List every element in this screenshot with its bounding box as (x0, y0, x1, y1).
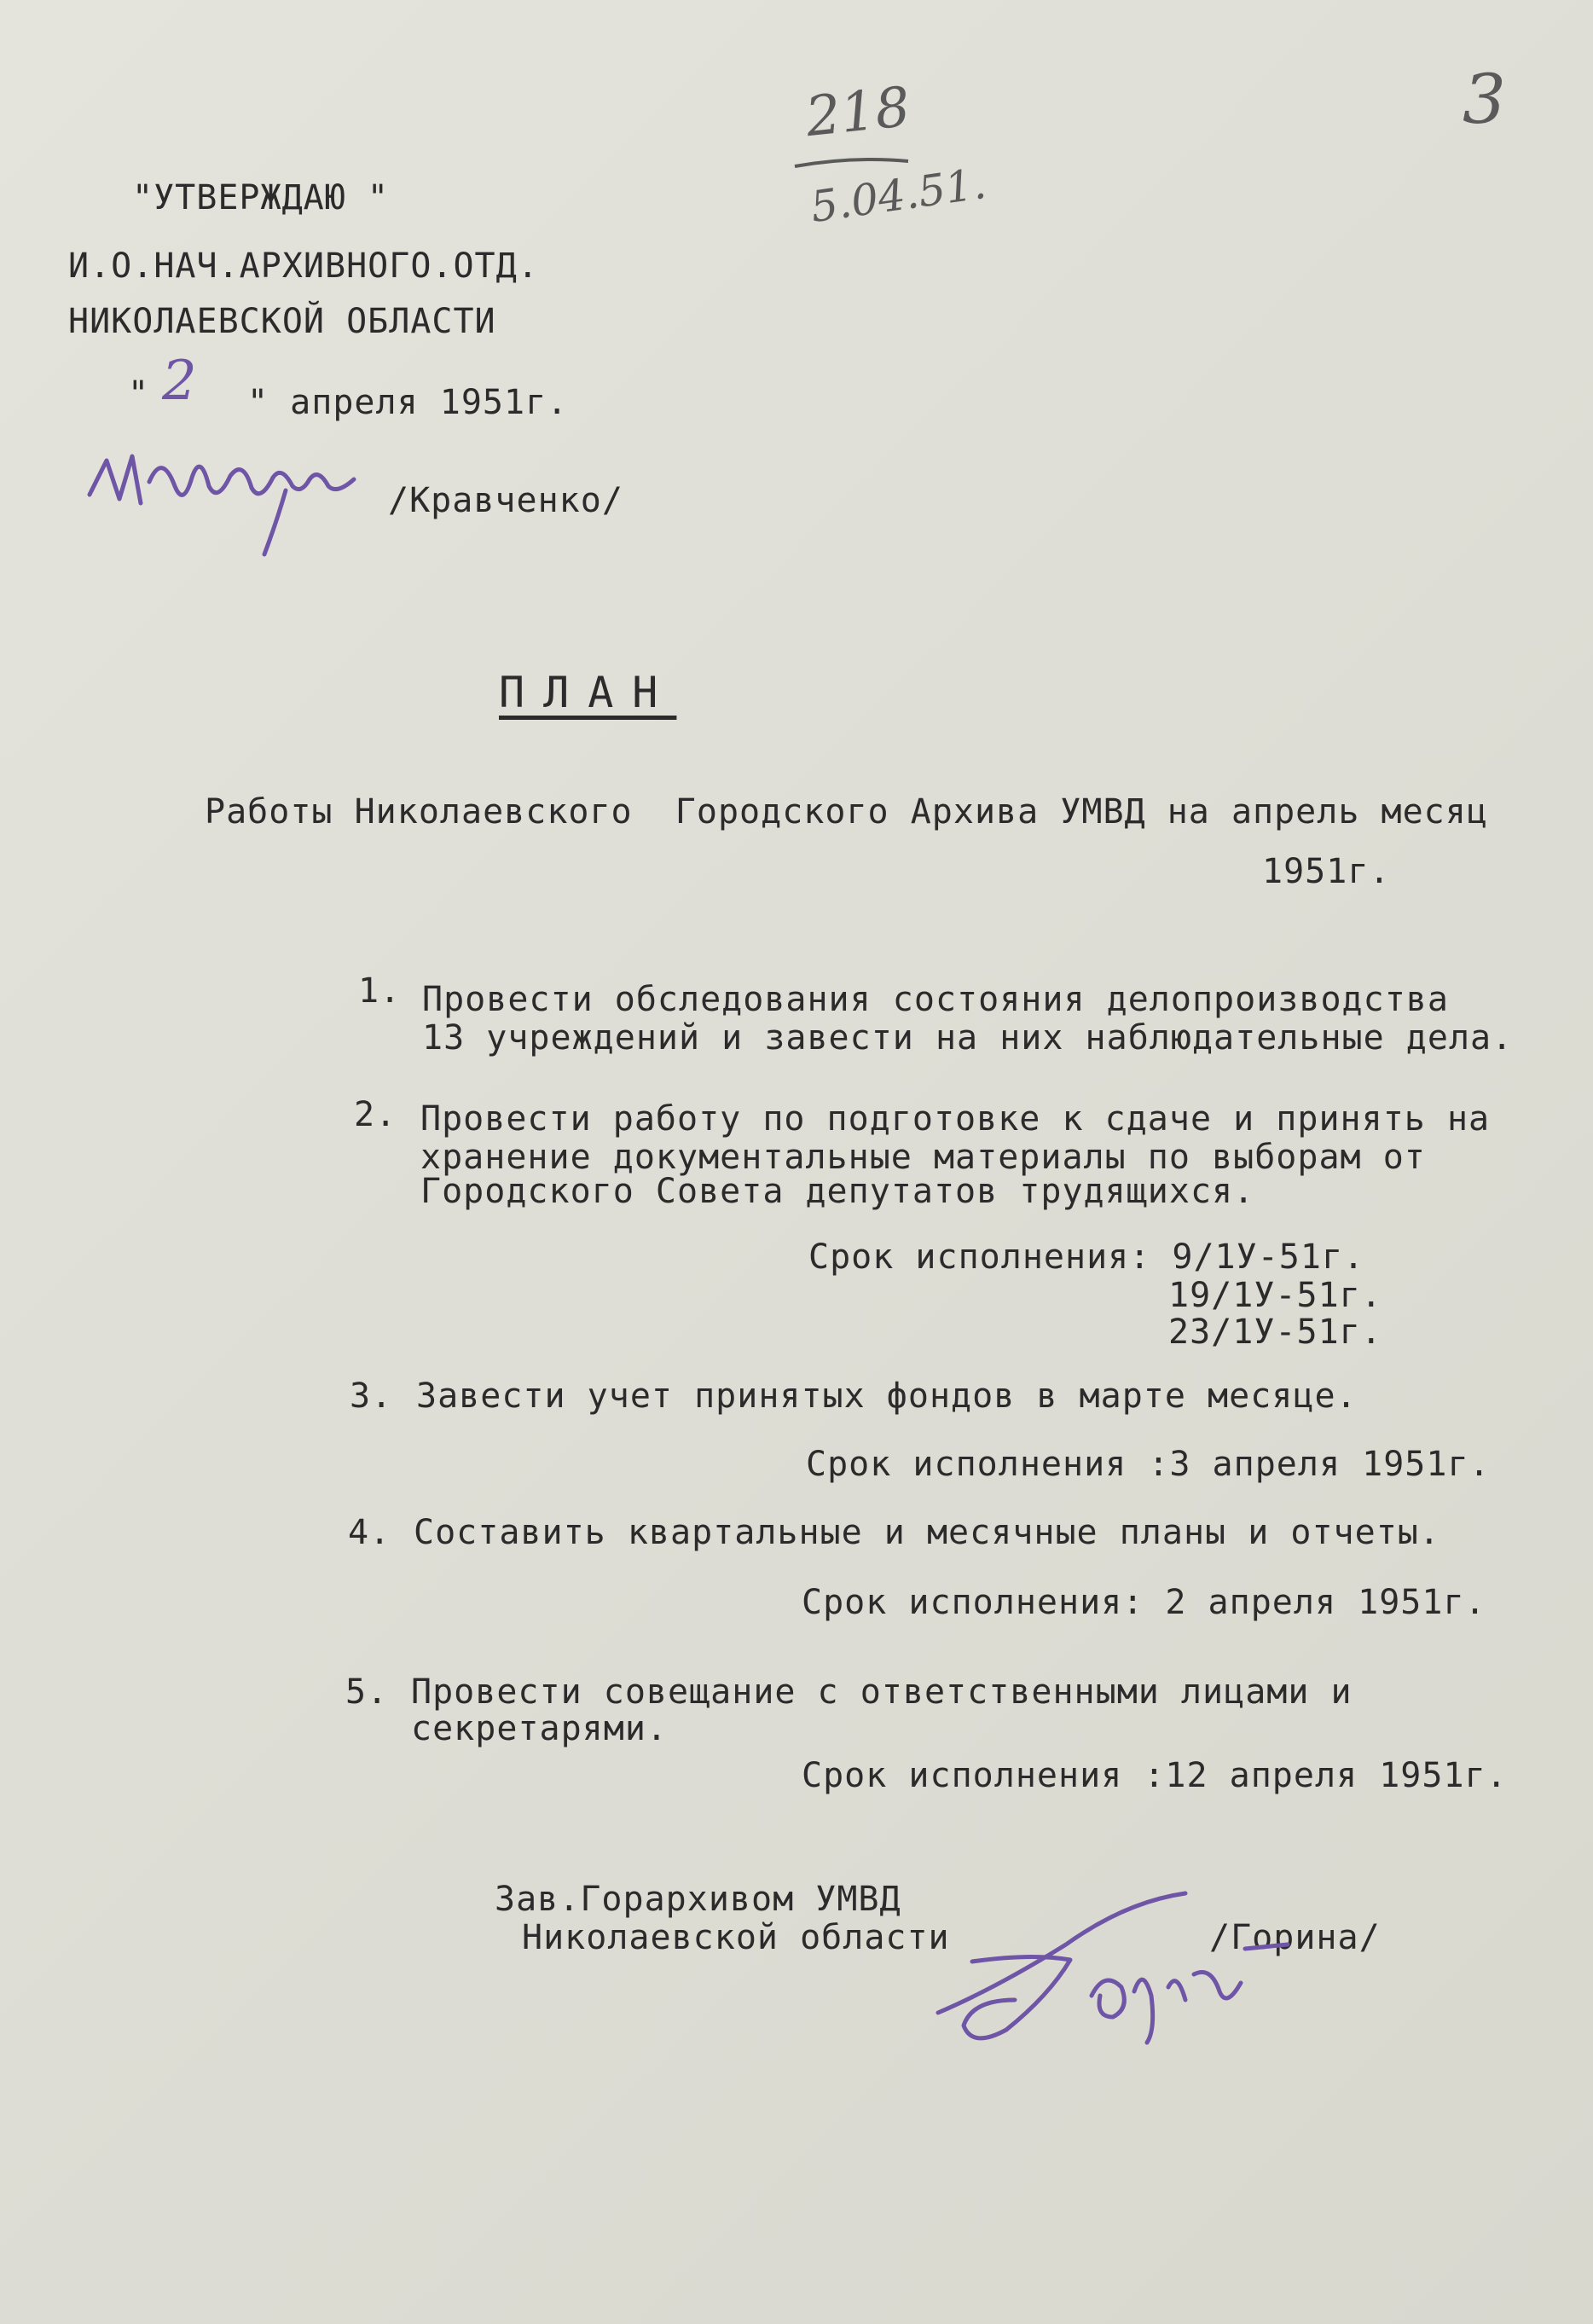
item-number: 1. (358, 971, 402, 1011)
footer-region: Николаевской области (522, 1918, 950, 1957)
deadline-line: 19/1У-51г. (1168, 1276, 1382, 1315)
deadline-line: Срок исполнения: 2 апреля 1951г. (802, 1583, 1486, 1622)
item-text-line: Городского Совета депутатов трудящихся. (420, 1172, 1255, 1211)
item-text-line: Завести учет принятых фондов в марте месяце. (416, 1376, 1358, 1416)
item-text-line: секретарями. (411, 1709, 668, 1748)
registration-date: 5.04.51. (807, 158, 989, 233)
item-text-line: 13 учреждений и завести на них наблюдательные дела. (422, 1018, 1514, 1058)
deadline-line: 23/1У-51г. (1168, 1313, 1382, 1352)
deadline-line: Срок исполнения: 9/1У-51г. (808, 1237, 1365, 1277)
item-text-line: Составить квартальные и месячные планы и отчеты. (414, 1513, 1440, 1552)
item-number: 3. (350, 1376, 393, 1416)
deadline-line: Срок исполнения :3 апреля 1951г. (806, 1445, 1491, 1484)
approval-date-open: " (128, 374, 150, 414)
approval-heading: "УТВЕРЖДАЮ " (132, 178, 389, 217)
item-number: 5. (345, 1672, 389, 1712)
page-number: 3 (1463, 60, 1506, 139)
approval-date-rest: " апреля 1951г. (247, 383, 569, 422)
approval-signer: /Кравченко/ (388, 481, 623, 520)
footer-position: Зав.Горархивом УМВД (495, 1880, 901, 1919)
item-text-line: Провести обследования состояния делопроизводства (422, 980, 1449, 1019)
deadline-line: Срок исполнения :12 апреля 1951г. (802, 1756, 1508, 1795)
approval-region: НИКОЛАЕВСКОЙ ОБЛАСТИ (68, 302, 496, 341)
document-title: ПЛАН (499, 668, 677, 717)
approval-date-day: 2 (162, 350, 197, 413)
approval-position: И.О.НАЧ.АРХИВНОГО.ОТД. (68, 246, 539, 286)
registration-number: 218 (802, 75, 913, 150)
document-subtitle: Работы Николаевского Городского Архива УМВД на апрель месяц (205, 792, 1488, 832)
item-number: 2. (354, 1095, 397, 1134)
item-text-line: Провести совещание с ответственными лицами и (411, 1672, 1353, 1712)
approval-signature (81, 443, 388, 563)
footer-signature (921, 1825, 1296, 2047)
item-number: 4. (348, 1513, 391, 1552)
document-subtitle-year: 1951г. (1262, 852, 1391, 891)
item-text-line: хранение документальные материалы по выборам от (420, 1138, 1426, 1177)
item-text-line: Провести работу по подготовке к сдаче и принять на (420, 1099, 1491, 1139)
footer-signer: /Горина/ (1209, 1918, 1381, 1957)
